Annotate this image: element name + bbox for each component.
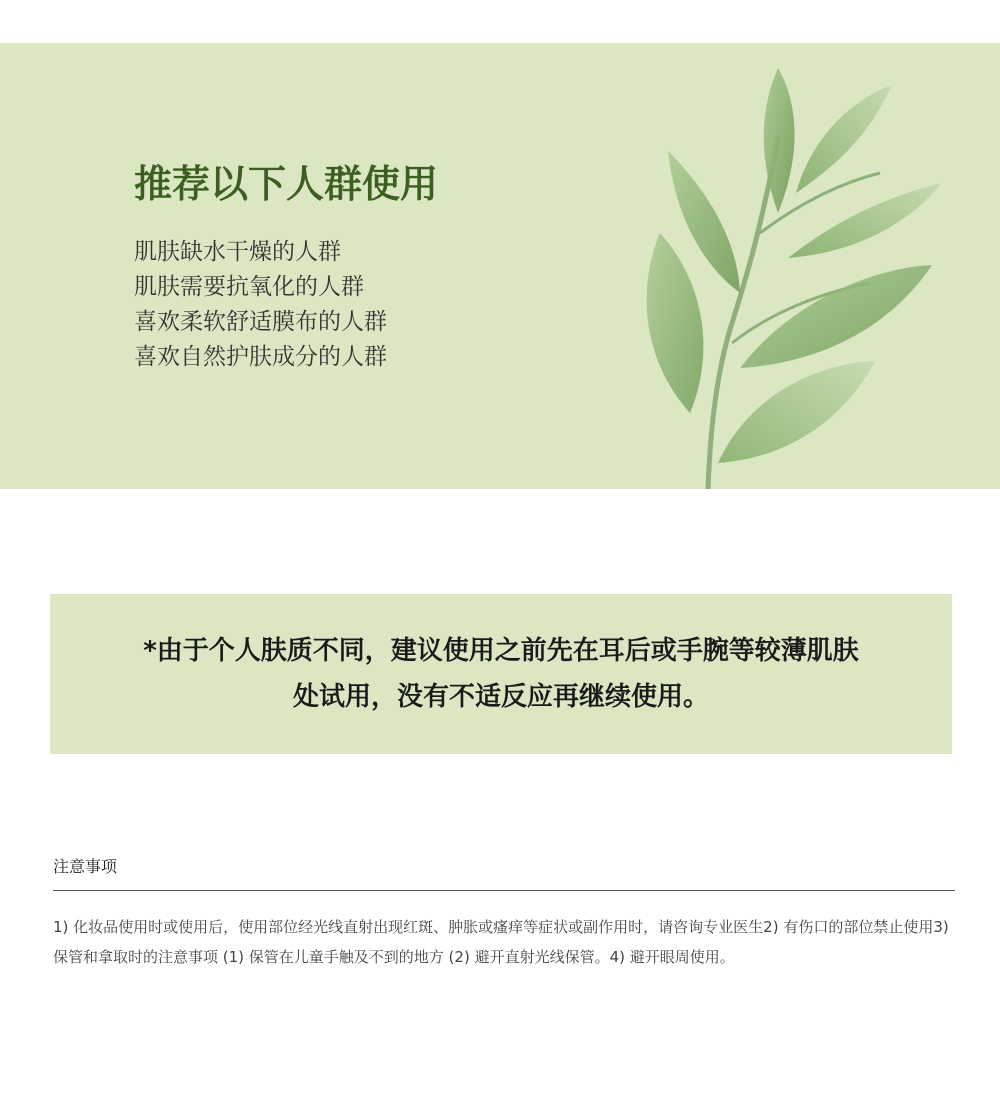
recommended-users-list xyxy=(134,235,387,375)
banner-title: 推荐以下人群使用 xyxy=(134,162,439,206)
leaf-shape xyxy=(647,233,704,413)
leaf-shape xyxy=(788,183,942,258)
caution-heading: 注意事项 xyxy=(53,857,118,876)
skin-test-notice xyxy=(50,594,952,754)
caution-text: 1) 化妆品使用时或使用后，使用部位经光线直射出现红斑、肿胀或瘙痒等症状或副作用时，请咨询专业医生2) 有伤口的部位禁止使用3) 保管和拿取时的注意事项 (1) 保管在儿童手触及不到的地方 (2) 避开直射光线保管。4) 避开眼周使用。 xyxy=(53,918,949,966)
list-item: 喜欢柔软舒适膜布的人群 xyxy=(134,309,387,335)
notice-text: *由于个人肤质不同，建议使用之前先在耳后或手腕等较薄肌肤处试用，没有不适反应再继续使用。 xyxy=(143,636,859,712)
divider xyxy=(53,890,955,891)
list-item: 喜欢自然护肤成分的人群 xyxy=(134,344,387,370)
leaf-shape xyxy=(718,361,875,463)
recommended-users-banner xyxy=(0,43,1000,489)
list-item: 肌肤缺水干燥的人群 xyxy=(134,239,341,265)
tea-leaf-branch-illustration xyxy=(620,43,1000,489)
list-item: 肌肤需要抗氧化的人群 xyxy=(134,274,364,300)
leaf-shape xyxy=(740,265,932,368)
leaf-shape xyxy=(796,85,892,193)
